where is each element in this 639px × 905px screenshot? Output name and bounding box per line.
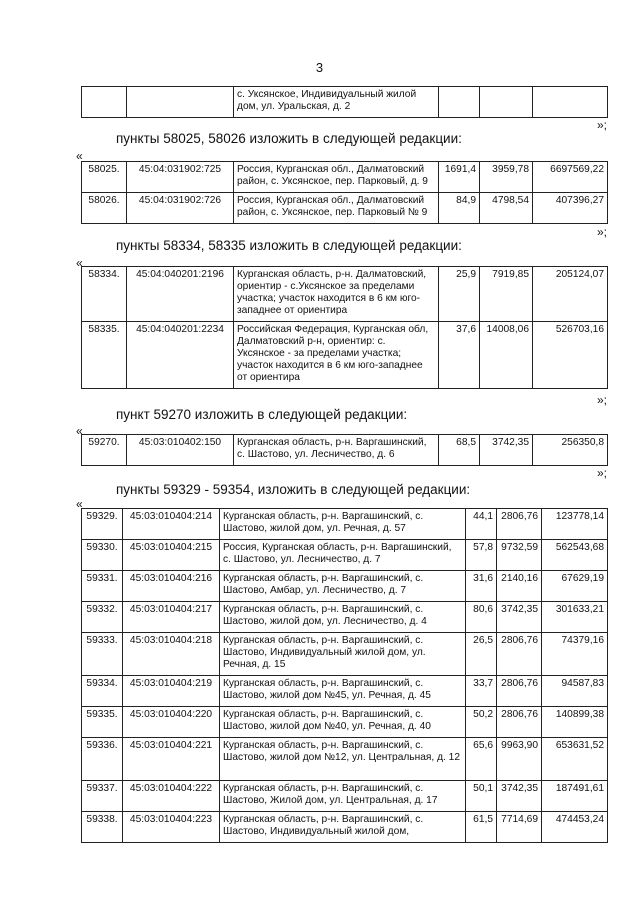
table-row: [82, 602, 608, 633]
table-row: [82, 781, 608, 812]
rate-cell: 3742,35: [480, 435, 533, 466]
value-cell: 140899,38: [542, 707, 608, 738]
section-heading: пункт 59270 изложить в следующей редакции:: [116, 407, 408, 422]
section-table: [81, 161, 608, 224]
value-cell: 67629,19: [542, 571, 608, 602]
closing-quote: »;: [597, 393, 608, 407]
opening-quote: «: [76, 424, 83, 438]
rate-cell: 14008,06: [480, 322, 533, 389]
table-row: [82, 193, 608, 224]
section-heading: пункты 58334, 58335 изложить в следующей редакции:: [116, 238, 462, 253]
value-cell: 526703,16: [533, 322, 608, 389]
num-cell: 59337.: [82, 781, 123, 812]
value-cell: [533, 87, 608, 118]
cad-cell: 45:03:010404:214: [123, 509, 220, 540]
top-continuation-table: [81, 86, 608, 118]
rate-cell: 7919,85: [480, 267, 533, 322]
cad-cell: 45:03:010404:222: [123, 781, 220, 812]
section-heading: пункты 58025, 58026 изложить в следующей редакции:: [116, 131, 462, 146]
value-cell: 205124,07: [533, 267, 608, 322]
num-cell: 59330.: [82, 540, 123, 571]
table-row: [82, 738, 608, 781]
num-cell: 59335.: [82, 707, 123, 738]
table-row: [82, 509, 608, 540]
cad-cell: 45:03:010404:218: [123, 633, 220, 676]
address-cell: Курганская область, р-н. Варгашинский, с. Шастово, жилой дом, ул. Лесничество, д. 4: [220, 602, 466, 633]
opening-quote: «: [76, 256, 83, 270]
area-cell: 44,1: [466, 509, 497, 540]
value-cell: 256350,8: [533, 435, 608, 466]
rate-cell: 2140,16: [497, 571, 542, 602]
closing-quote: »;: [597, 118, 608, 132]
cad-cell: [127, 87, 234, 118]
section-table: [81, 434, 608, 466]
address-cell: Российская Федерация, Курганская обл, Далматовский р-н, ориентир: с. Уксянское - за пределами участка; участок находится в 6 км юго-западнее от ориентира: [234, 322, 439, 389]
table-row: [82, 162, 608, 193]
section-table: [81, 508, 608, 843]
address-cell: Россия, Курганская обл., Далматовский район, с. Уксянское, пер. Парковый, д. 9: [234, 162, 439, 193]
cad-cell: 45:04:031902:725: [127, 162, 234, 193]
table-row: [82, 322, 608, 389]
cad-cell: 45:04:031902:726: [127, 193, 234, 224]
address-cell: Курганская область, р-н. Варгашинский, с. Шастово, жилой дом №40, ул. Речная, д. 40: [220, 707, 466, 738]
address-cell: Курганская область, р-н. Варгашинский, с. Шастово, Жилой дом, ул. Центральная, д. 17: [220, 781, 466, 812]
address-cell: Россия, Курганская обл., Далматовский район, с. Уксянское, пер. Парковый № 9: [234, 193, 439, 224]
address-cell: Курганская область, р-н. Далматовский, ориентир - с.Уксянское за пределами участка; участок находится в 6 км юго-западнее от ориентира: [234, 267, 439, 322]
value-cell: 6697569,22: [533, 162, 608, 193]
rate-cell: 3742,35: [497, 602, 542, 633]
area-cell: 57,8: [466, 540, 497, 571]
area-cell: 26,5: [466, 633, 497, 676]
num-cell: 58334.: [82, 267, 127, 322]
num-cell: 59329.: [82, 509, 123, 540]
cad-cell: 45:03:010404:217: [123, 602, 220, 633]
table-row: [82, 267, 608, 322]
section-table: [81, 266, 608, 389]
value-cell: 301633,21: [542, 602, 608, 633]
area-cell: 68,5: [439, 435, 480, 466]
value-cell: 474453,24: [542, 812, 608, 843]
address-cell: Курганская область, р-н. Варгашинский, с. Шастово, ул. Лесничество, д. 6: [234, 435, 439, 466]
value-cell: 653631,52: [542, 738, 608, 781]
address-cell: Россия, Курганская область, р-н. Варгашинский, с. Шастово, ул. Лесничество, д. 7: [220, 540, 466, 571]
num-cell: 58025.: [82, 162, 127, 193]
cad-cell: 45:03:010402:150: [127, 435, 234, 466]
table-row: [82, 435, 608, 466]
address-cell: Курганская область, р-н. Варгашинский, с. Шастово, Индивидуальный жилой дом,: [220, 812, 466, 843]
cad-cell: 45:04:040201:2234: [127, 322, 234, 389]
num-cell: 58335.: [82, 322, 127, 389]
rate-cell: 9732,59: [497, 540, 542, 571]
address-cell: Курганская область, р-н. Варгашинский, с. Шастово, Индивидуальный жилой дом, ул. Речная, д. 15: [220, 633, 466, 676]
value-cell: 407396,27: [533, 193, 608, 224]
cad-cell: 45:03:010404:220: [123, 707, 220, 738]
address-cell: Курганская область, р-н. Варгашинский, с. Шастово, Амбар, ул. Лесничество, д. 7: [220, 571, 466, 602]
rate-cell: 2806,76: [497, 633, 542, 676]
table-row: [82, 812, 608, 843]
rate-cell: 9963,90: [497, 738, 542, 781]
cad-cell: 45:03:010404:219: [123, 676, 220, 707]
num-cell: 59333.: [82, 633, 123, 676]
address-cell: Курганская область, р-н. Варгашинский, с. Шастово, жилой дом, ул. Речная, д. 57: [220, 509, 466, 540]
address-cell: Курганская область, р-н. Варгашинский, с. Шастово, жилой дом №12, ул. Центральная, д. 12: [220, 738, 466, 781]
area-cell: 84,9: [439, 193, 480, 224]
closing-quote: »;: [597, 225, 608, 239]
rate-cell: [480, 87, 533, 118]
value-cell: 94587,83: [542, 676, 608, 707]
cad-cell: 45:03:010404:221: [123, 738, 220, 781]
num-cell: 59270.: [82, 435, 127, 466]
area-cell: 31,6: [466, 571, 497, 602]
area-cell: 1691,4: [439, 162, 480, 193]
cad-cell: 45:04:040201:2196: [127, 267, 234, 322]
area-cell: 37,6: [439, 322, 480, 389]
area-cell: 25,9: [439, 267, 480, 322]
table-row: [82, 540, 608, 571]
address-cell: с. Уксянское, Индивидуальный жилой дом, ул. Уральская, д. 2: [234, 87, 439, 118]
area-cell: 80,6: [466, 602, 497, 633]
table-row: [82, 633, 608, 676]
table-row: [82, 571, 608, 602]
rate-cell: 3742,35: [497, 781, 542, 812]
rate-cell: 2806,76: [497, 676, 542, 707]
rate-cell: 2806,76: [497, 707, 542, 738]
address-cell: Курганская область, р-н. Варгашинский, с. Шастово, жилой дом №45, ул. Речная, д. 45: [220, 676, 466, 707]
closing-quote: »;: [597, 466, 608, 480]
cad-cell: 45:03:010404:215: [123, 540, 220, 571]
table-row: [82, 676, 608, 707]
num-cell: 59338.: [82, 812, 123, 843]
table-row: [82, 87, 608, 118]
num-cell: 59332.: [82, 602, 123, 633]
area-cell: [439, 87, 480, 118]
page-number: 3: [315, 60, 324, 75]
section-heading: пункты 59329 - 59354, изложить в следующей редакции:: [116, 482, 471, 497]
area-cell: 50,1: [466, 781, 497, 812]
rate-cell: 7714,69: [497, 812, 542, 843]
num-cell: 59334.: [82, 676, 123, 707]
area-cell: 50,2: [466, 707, 497, 738]
table-row: [82, 707, 608, 738]
opening-quote: «: [76, 497, 83, 511]
num-cell: 58026.: [82, 193, 127, 224]
area-cell: 61,5: [466, 812, 497, 843]
value-cell: 187491,61: [542, 781, 608, 812]
num-cell: 59331.: [82, 571, 123, 602]
num-cell: 59336.: [82, 738, 123, 781]
value-cell: 74379,16: [542, 633, 608, 676]
opening-quote: «: [76, 149, 83, 163]
rate-cell: 4798,54: [480, 193, 533, 224]
area-cell: 65,6: [466, 738, 497, 781]
rate-cell: 2806,76: [497, 509, 542, 540]
area-cell: 33,7: [466, 676, 497, 707]
rate-cell: 3959,78: [480, 162, 533, 193]
value-cell: 562543,68: [542, 540, 608, 571]
cad-cell: 45:03:010404:223: [123, 812, 220, 843]
cad-cell: 45:03:010404:216: [123, 571, 220, 602]
value-cell: 123778,14: [542, 509, 608, 540]
num-cell: [82, 87, 127, 118]
